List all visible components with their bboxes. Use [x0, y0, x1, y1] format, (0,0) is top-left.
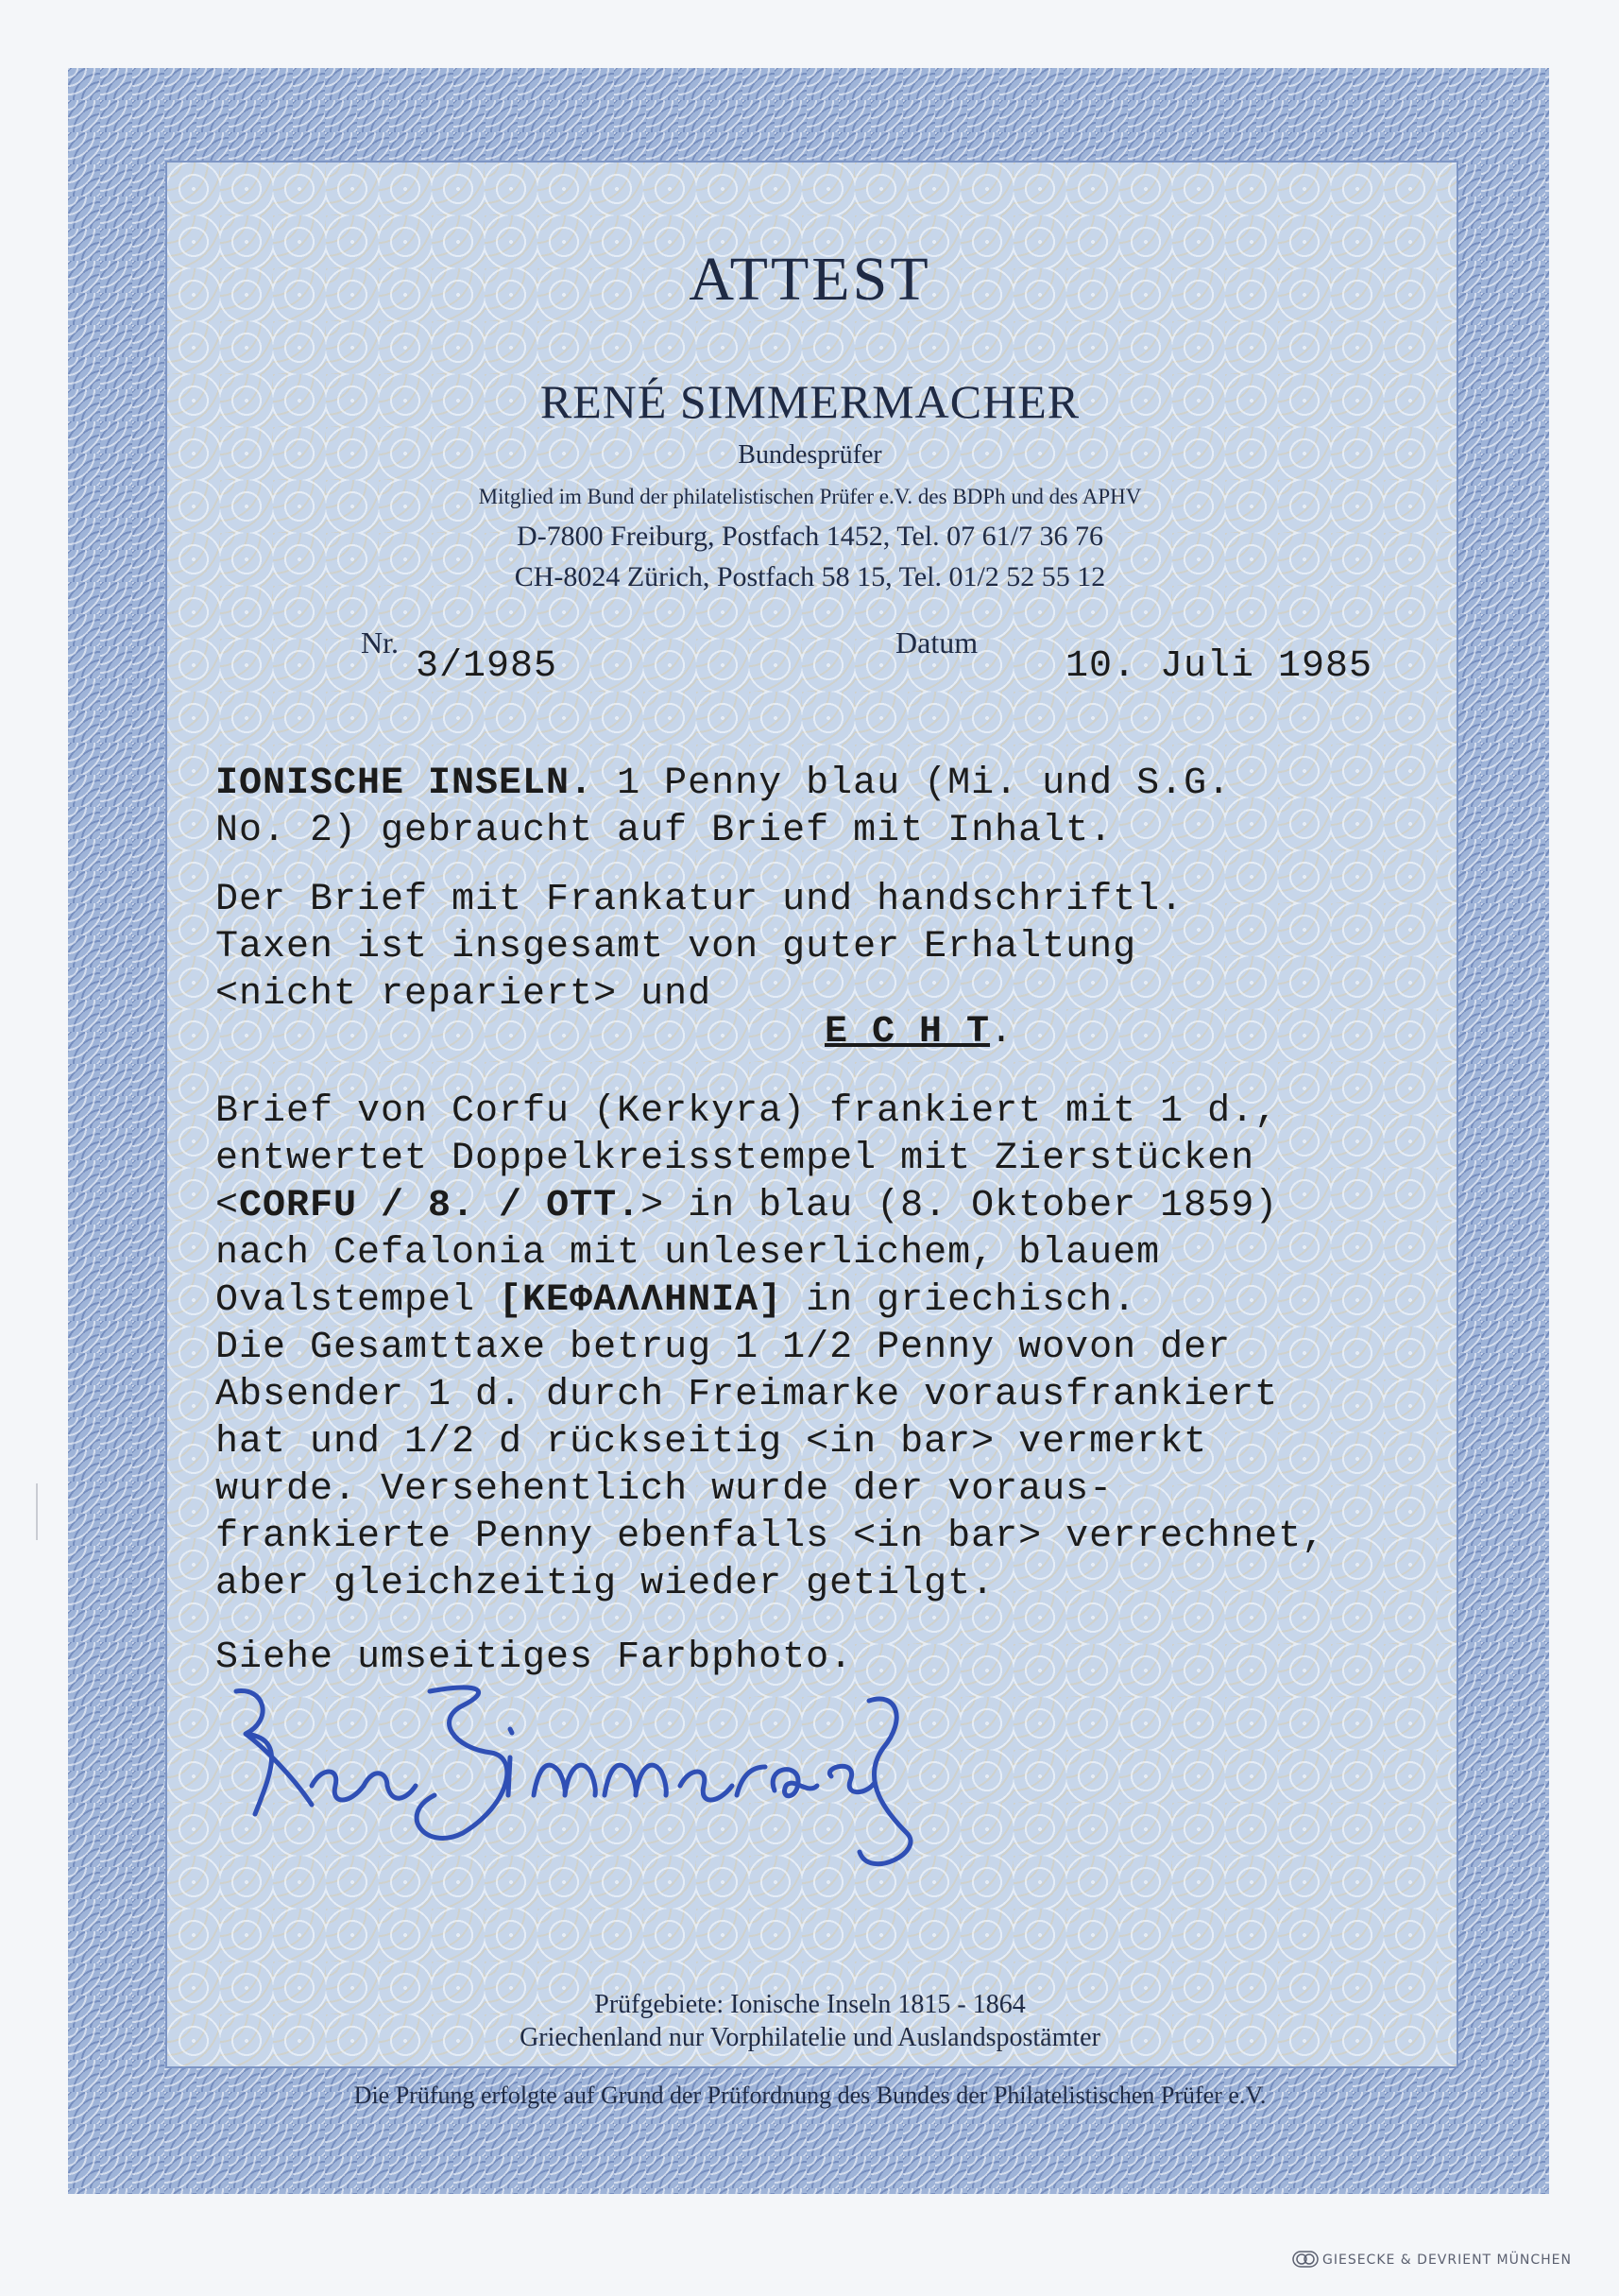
- date-value: 10. Juli 1985: [1065, 645, 1373, 688]
- body-line: hat und 1/2 d rückseitig <in bar> vermerkt: [215, 1421, 1208, 1464]
- number-label: Nr.: [361, 625, 399, 660]
- address-zurich: CH-8024 Zürich, Postfach 58 15, Tel. 01/2 52 55 12: [514, 561, 1106, 592]
- body-line: aber gleichzeitig wieder getilgt.: [215, 1563, 996, 1605]
- body-line: wurde. Versehentlich wurde der voraus-: [215, 1468, 1114, 1511]
- body-text: 1 Penny blau (Mi. und S.G.: [593, 762, 1232, 805]
- examiner-role: Bundesprüfer: [738, 440, 882, 470]
- body-line: [215, 1279, 1137, 1322]
- body-line: Absender 1 d. durch Freimarke vorausfrankiert: [215, 1374, 1279, 1416]
- number-value: 3/1985: [416, 645, 558, 688]
- handwritten-signature: [208, 1663, 926, 1890]
- membership-line: Mitglied im Bund der philatelistischen Prüfer e.V. des BDPh und des APHV: [478, 485, 1142, 508]
- body-line: No. 2) gebraucht auf Brief mit Inhalt.: [215, 810, 1114, 852]
- examiner-name: RENÉ SIMMERMACHER: [539, 375, 1081, 428]
- body-line: Brief von Corfu (Kerkyra) frankiert mit 1 d.,: [215, 1090, 1279, 1133]
- echt-verdict: E C H T: [825, 1011, 991, 1054]
- body-text: > in blau (8. Oktober 1859): [640, 1185, 1279, 1227]
- date-label: Datum: [895, 625, 979, 660]
- body-line: Taxen ist insgesamt von guter Erhaltung: [215, 926, 1137, 968]
- stamp-country: IONISCHE INSELN.: [215, 762, 594, 805]
- body-line: nach Cefalonia mit unleserlichem, blauem: [215, 1232, 1161, 1275]
- printer-logo-icon: [1292, 2251, 1319, 2268]
- scope-line-2: Griechenland nur Vorphilatelie und Auslandspostämter: [520, 2023, 1100, 2052]
- address-freiburg: D-7800 Freiburg, Postfach 1452, Tel. 07 61/7 36 76: [517, 521, 1103, 552]
- body-line: Die Gesamttaxe betrug 1 1/2 Penny wovon der: [215, 1327, 1232, 1369]
- body-line: [215, 973, 1014, 1054]
- body-text: .: [990, 1011, 1014, 1054]
- body-line: entwertet Doppelkreisstempel mit Zierstücken: [215, 1138, 1255, 1180]
- postmark-greek: [ΚΕΦΑΛΛΗΝΙΑ]: [499, 1279, 783, 1322]
- printer-imprint: GIESECKE & DEVRIENT MÜNCHEN: [1322, 2253, 1572, 2268]
- body-text: <: [215, 1185, 240, 1227]
- body-text: Ovalstempel: [215, 1279, 500, 1322]
- body-line: [215, 1185, 1279, 1227]
- certificate-title: ATTEST: [689, 245, 931, 314]
- paper-fold-mark: [36, 1483, 38, 1540]
- body-line: [215, 762, 1232, 805]
- legal-notice: Die Prüfung erfolgte auf Grund der Prüfordnung des Bundes der Philatelistischen Prüfer e.V.: [353, 2082, 1267, 2109]
- postmark-corfu: CORFU / 8. / OTT.: [239, 1185, 641, 1227]
- scope-line-1: Prüfgebiete: Ionische Inseln 1815 - 1864: [594, 1990, 1026, 2019]
- body-line: Der Brief mit Frankatur und handschriftl.: [215, 879, 1184, 921]
- body-text: in griechisch.: [782, 1279, 1137, 1322]
- body-line: frankierte Penny ebenfalls <in bar> verrechnet,: [215, 1516, 1326, 1558]
- body-text: <nicht repariert> und: [215, 973, 736, 1016]
- body-line: Siehe umseitiges Farbphoto.: [215, 1636, 854, 1679]
